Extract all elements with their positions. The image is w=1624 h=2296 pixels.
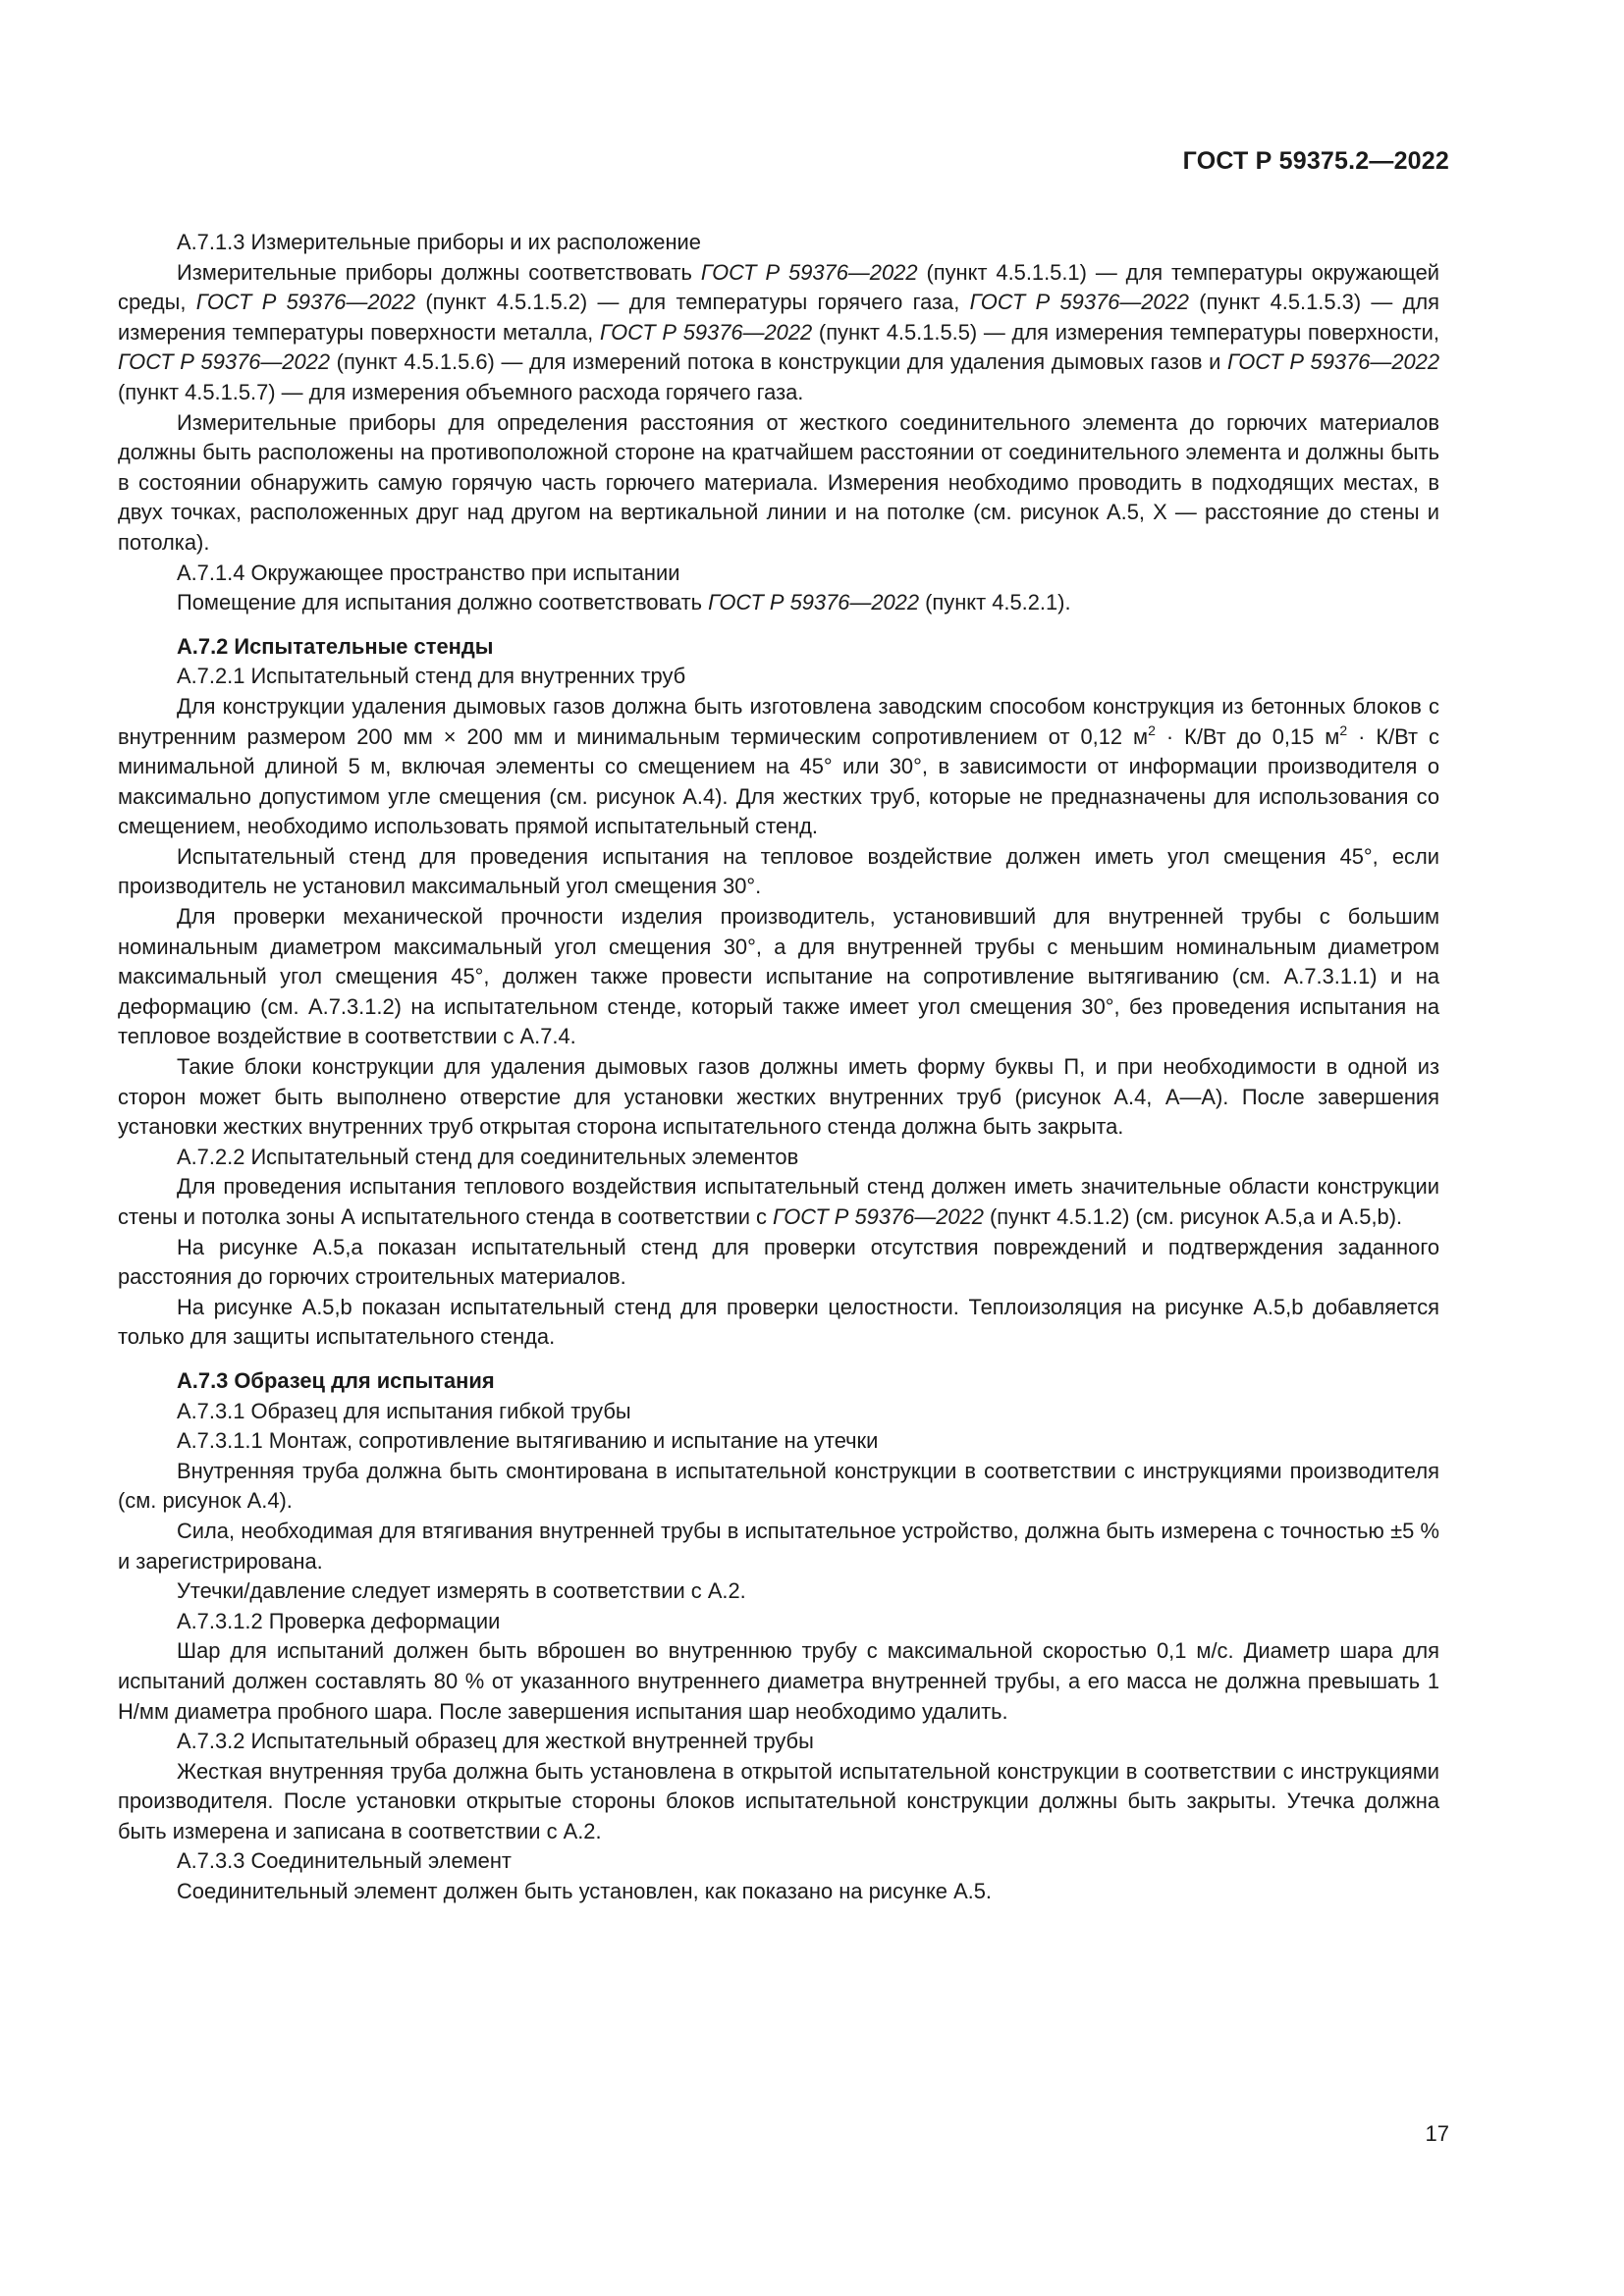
subsection-title: А.7.2.2 Испытательный стенд для соединительных элементов [177,1144,799,1169]
document-body [118,228,1439,1907]
paragraph: Утечки/давление следует измерять в соответствии с А.2. [177,1578,746,1604]
paragraph: Для конструкции удаления дымовых газов должна быть изготовлена заводским способом конструкция из бетонных блоков с внутренним размером 200 мм × 200 мм и минимальным термическим сопротивлением от 0,12 $м^2 \cdot К/Вт$ до 0,15 $м^2 \cdot К/Вт$ с минимальной длиной 5 м, включая элементы со смещением на 45° или 30°, в зависимости от информации производителя о максимально допустимом угле смещения (см. рисунок А.4). Для жестких труб, которые не предназначены для использования со смещением, необходимо использовать прямой испытательный стенд. [118,693,1439,839]
paragraph: Испытательный стенд для проведения испытания на тепловое воздействие должен иметь угол смещения 45°, если производитель не установил максимальный угол смещения 30°. [118,843,1439,899]
subsection-title: А.7.3.2 Испытательный образец для жесткой внутренней трубы [177,1729,814,1754]
document-code-header: ГОСТ Р 59375.2—2022 [1182,147,1449,175]
standard-reference: ГОСТ Р 59376—2022 [195,290,416,315]
page-number: 17 [1425,2121,1449,2146]
superscript: 2 [1148,721,1156,738]
paragraph: На рисунке А.5,a показан испытательный стенд для проверки отсутствия повреждений и подтверждения заданного расстояния до горючих строительных материалов. [118,1234,1439,1290]
paragraph: Соединительный элемент должен быть установлен, как показано на рисунке А.5. [177,1879,993,1904]
standard-reference: ГОСТ Р 59376—2022 [708,590,920,615]
paragraph: На рисунке А.5,b показан испытательный стенд для проверки целостности. Теплоизоляция на рисунке А.5,b добавляется только для защиты испытательного стенда. [118,1294,1439,1350]
subsection-title: А.7.3.1 Образец для испытания гибкой трубы [177,1398,631,1423]
standard-reference: ГОСТ Р 59376—2022 [118,349,331,375]
section-heading: А.7.2 Испытательные стенды [177,633,494,659]
subsection-title: А.7.1.3 Измерительные приборы и их расположение [177,230,701,254]
paragraph: Помещение для испытания должно соответствовать ГОСТ Р 59376—2022 (пункт 4.5.2.1). [177,590,1071,615]
paragraph: Шар для испытаний должен быть вброшен во внутреннюю трубу с максимальной скоростью 0,1 м/с. Диаметр шара для испытаний должен составлять 80 % от указанного внутреннего диаметра внутренней трубы, а его масса не должна превышать 1 Н/мм диаметра пробного шара. После завершения испытания шар необходимо удалить. [118,1638,1439,1724]
paragraph: Внутренняя труба должна быть смонтирована в испытательной конструкции в соответствии с инструкциями производителя (см. рисунок А.4). [118,1458,1439,1514]
paragraph: Измерительные приборы для определения расстояния от жесткого соединительного элемента до горючих материалов должны быть расположены на противоположной стороне на кратчайшем расстоянии от соединительного элемента и должны быть в состоянии обнаружить самую горячую часть горючего материала. Измерения необходимо проводить в подходящих местах, в двух точках, расположенных друг над другом на вертикальной линии и на потолке (см. рисунок А.5, X — расстояние до стены и потолка). [118,409,1439,555]
paragraph: Жесткая внутренняя труба должна быть установлена в открытой испытательной конструкции в соответствии с инструкциями производителя. После установки открытые стороны блоков испытательной конструкции должны быть закрыты. Утечка должна быть измерена и записана в соответствии с А.2. [118,1758,1439,1843]
paragraph: Измерительные приборы должны соответствовать ГОСТ Р 59376—2022 (пункт 4.5.1.5.1) — для температуры окружающей среды, ГОСТ Р 59376—2022 (пункт 4.5.1.5.2) — для температуры горячего газа, ГОСТ Р 59376—2022 (пункт 4.5.1.5.3) — для измерения температуры поверхности металла, ГОСТ Р 59376—2022 (пункт 4.5.1.5.5) — для измерения температуры поверхности, ГОСТ Р 59376—2022 (пункт 4.5.1.5.6) — для измерений потока в конструкции для удаления дымовых газов и ГОСТ Р 59376—2022 (пункт 4.5.1.5.7) — для измерения объемного расхода горячего газа. [118,259,1440,404]
standard-reference: ГОСТ Р 59376—2022 [969,290,1189,315]
subsection-title: А.7.3.1.1 Монтаж, сопротивление вытягиванию и испытание на утечки [177,1428,879,1454]
section-heading: А.7.3 Образец для испытания [177,1367,495,1393]
superscript: 2 [1339,721,1348,738]
paragraph: Сила, необходимая для втягивания внутренней трубы в испытательное устройство, должна быть измерена с точностью ±5 % и зарегистрирована. [118,1518,1439,1574]
paragraph: Такие блоки конструкции для удаления дымовых газов должны иметь форму буквы П, и при необходимости в одной из сторон может быть выполнено отверстие для установки жестких внутренних труб (рисунок А.4, А—А). После завершения установки жестких внутренних труб открытая сторона испытательного стенда должна быть закрыта. [118,1054,1439,1140]
paragraph: Для проверки механической прочности изделия производитель, установивший для внутренней трубы с большим номинальным диаметром максимальный угол смещения 30°, а для внутренней трубы с меньшим номинальным диаметром максимальный угол смещения 45°, должен также провести испытание на сопротивление вытягиванию (см. А.7.3.1.1) и на деформацию (см. А.7.3.1.2) на испытательном стенде, который также имеет угол смещения 30°, без проведения испытания на тепловое воздействие в соответствии с А.7.4. [118,904,1439,1049]
standard-reference: ГОСТ Р 59376—2022 [700,259,918,285]
paragraph: Для проведения испытания теплового воздействия испытательный стенд должен иметь значительные области конструкции стены и потолка зоны А испытательного стенда в соответствии с ГОСТ Р 59376—2022 (пункт 4.5.1.2) (см. рисунок А.5,a и А.5,b). [118,1174,1439,1229]
standard-reference: ГОСТ Р 59376—2022 [599,319,813,345]
standard-reference: ГОСТ Р 59376—2022 [773,1204,984,1229]
subsection-title: А.7.1.4 Окружающее пространство при испытании [177,560,680,585]
subsection-title: А.7.2.1 Испытательный стенд для внутренних труб [177,664,686,689]
subsection-title: А.7.3.1.2 Проверка деформации [177,1608,501,1633]
standard-reference: ГОСТ Р 59376—2022 [1227,349,1440,375]
subsection-title: А.7.3.3 Соединительный элемент [177,1848,512,1874]
